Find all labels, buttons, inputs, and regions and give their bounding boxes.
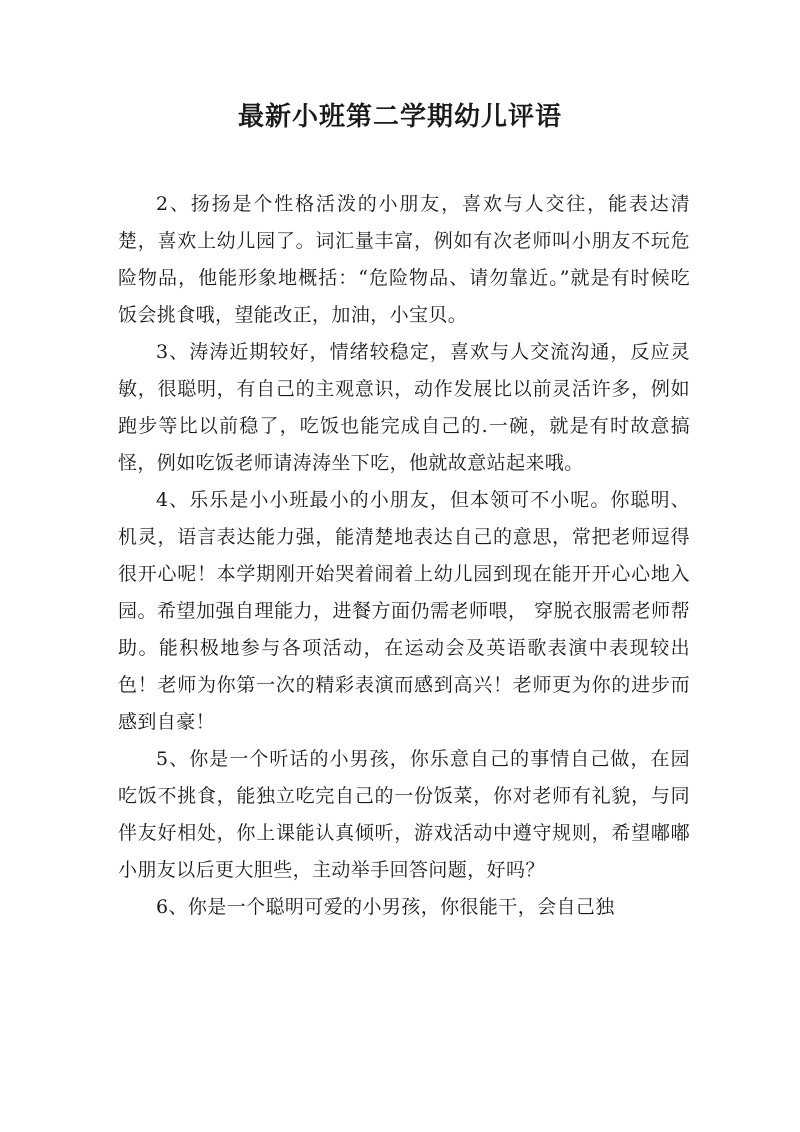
paragraph-2: 2、扬扬是个性格活泼的小朋友，喜欢与人交往，能表达清楚，喜欢上幼儿园了。词汇量丰富，例如有次老师叫小朋友不玩危险物品，他能形象地概括：“危险物品、请勿靠近。”就是有时候吃饭会挑食哦，望能改正，加油，小宝贝。 xyxy=(118,193,690,326)
document-body xyxy=(118,186,690,926)
document-title: 最新小班第二学期幼儿评语 xyxy=(237,102,562,132)
paragraph-3: 3、涛涛近期较好，情绪较稳定，喜欢与人交流沟通，反应灵敏，很聪明，有自己的主观意识，动作发展比以前灵活许多，例如跑步等比以前稳了，吃饭也能完成自己的.一碗，就是有时故意搞怪，例如吃饭老师请涛涛坐下吃，他就故意站起来哦。 xyxy=(118,341,690,474)
paragraph-4: 4、乐乐是小小班最小的小朋友，但本领可不小呢。你聪明、机灵，语言表达能力强，能清楚地表达自己的意思，常把老师逗得很开心呢！本学期刚开始哭着闹着上幼儿园到现在能开开心心地入园。希望加强自理能力，进餐方面仍需老师喂， 穿脱衣服需老师帮助。能积极地参与各项活动，在运动会及英语歌表演中表现较出色！老师为你第一次的精彩表演而感到高兴！老师更为你的进步而感到自豪！ xyxy=(118,489,690,733)
paragraph-6: 6、你是一个聪明可爱的小男孩，你很能干，会自己独 xyxy=(156,896,615,918)
paragraph-5: 5、你是一个听话的小男孩，你乐意自己的事情自己做，在园吃饭不挑食，能独立吃完自己的一份饭菜，你对老师有礼貌，与同伴友好相处，你上课能认真倾听，游戏活动中遵守规则，希望嘟嘟小朋友以后更大胆些，主动举手回答问题，好吗？ xyxy=(118,748,690,881)
